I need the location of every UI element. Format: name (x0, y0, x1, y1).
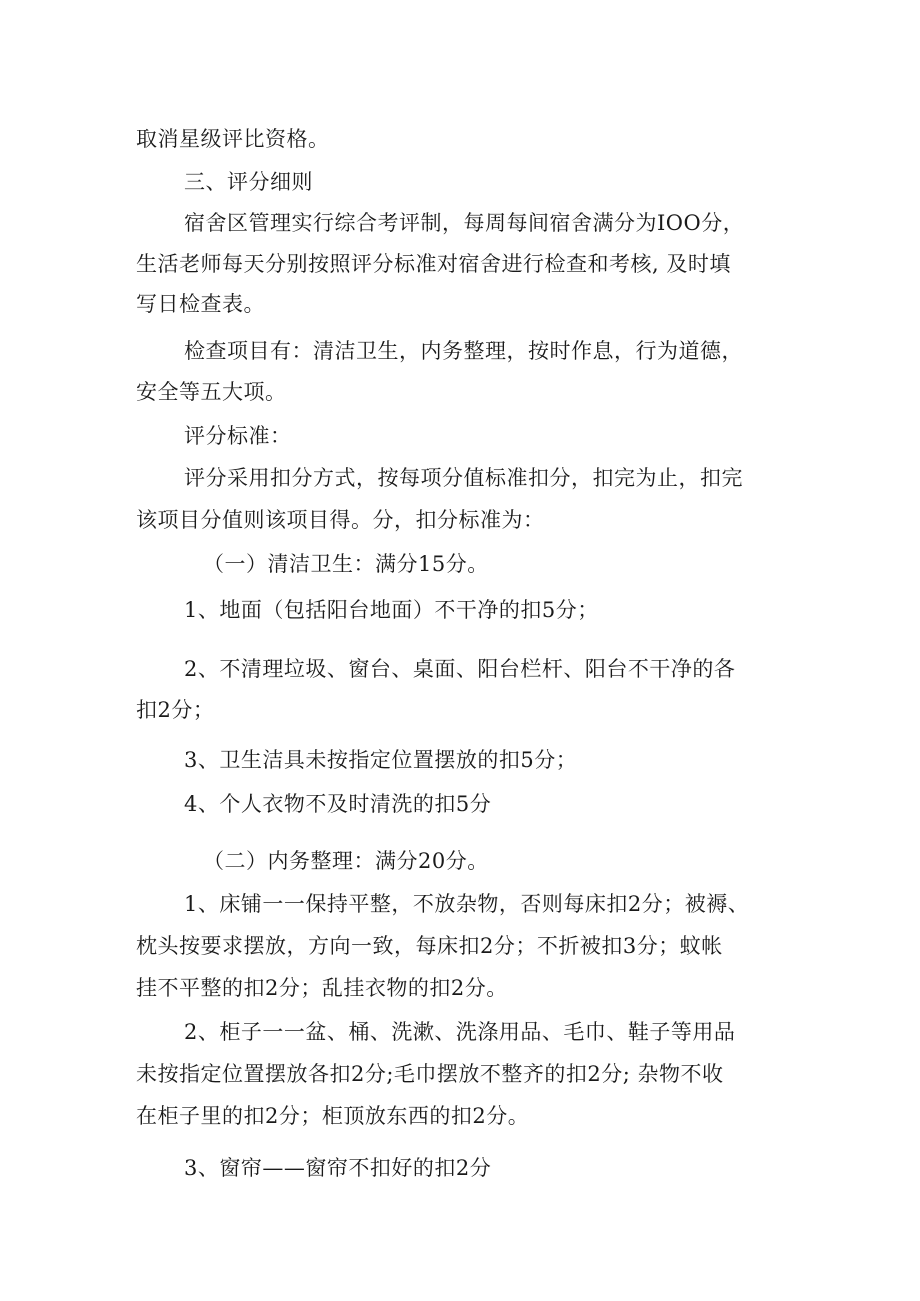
text-line: 评分采用扣分方式，按每项分值标准扣分，扣完为止，扣完 (184, 466, 743, 490)
list-item: 扣2分； (136, 698, 215, 722)
list-item: 1、地面（包括阳台地面）不干净的扣5分； (184, 598, 599, 622)
text-line: 该项目分值则该项目得。分，扣分标准为： (136, 508, 545, 532)
list-item: 2、不清理垃圾、窗台、桌面、阳台栏杆、阳台不干净的各 (184, 657, 736, 681)
list-item: 3、卫生洁具未按指定位置摆放的扣5分； (184, 748, 578, 772)
subheading: 评分标准： (184, 424, 292, 448)
text-line: 生活老师每天分别按照评分标准对宿舍进行检查和考核, 及时填 (136, 252, 731, 276)
text-line: 写日检查表。 (136, 292, 265, 316)
list-item: 在柜子里的扣2分；柜顶放东西的扣2分。 (136, 1104, 530, 1128)
list-item: 3、窗帘——窗帘不扣好的扣2分 (184, 1156, 492, 1180)
list-item: 未按指定位置摆放各扣2分;毛巾摆放不整齐的扣2分; 杂物不收 (136, 1062, 724, 1086)
text-line: 安全等五大项。 (136, 380, 287, 404)
list-item: 枕头按要求摆放，方向一致，每床扣2分；不折被扣3分；蚊帐 (136, 934, 723, 958)
list-item: 2、柜子一一盆、桶、洗漱、洗涤用品、毛巾、鞋子等用品 (184, 1020, 736, 1044)
text-line: 检查项目有：清洁卫生，内务整理，按时作息，行为道德， (184, 339, 743, 363)
item-heading: （二）内务整理：满分20分。 (203, 849, 489, 873)
list-item: 4、个人衣物不及时清洗的扣5分 (184, 792, 492, 816)
item-heading: （一）清洁卫生：满分15分。 (203, 552, 489, 576)
list-item: 1、床铺一一保持平整，不放杂物，否则每床扣2分；被褥、 (184, 892, 750, 916)
section-heading: 三、评分细则 (184, 170, 313, 194)
text-line: 取消星级评比资格。 (136, 127, 330, 151)
text-line: 宿舍区管理实行综合考评制，每周每间宿舍满分为IOO分， (184, 211, 745, 235)
list-item: 挂不平整的扣2分；乱挂衣物的扣2分。 (136, 976, 508, 1000)
